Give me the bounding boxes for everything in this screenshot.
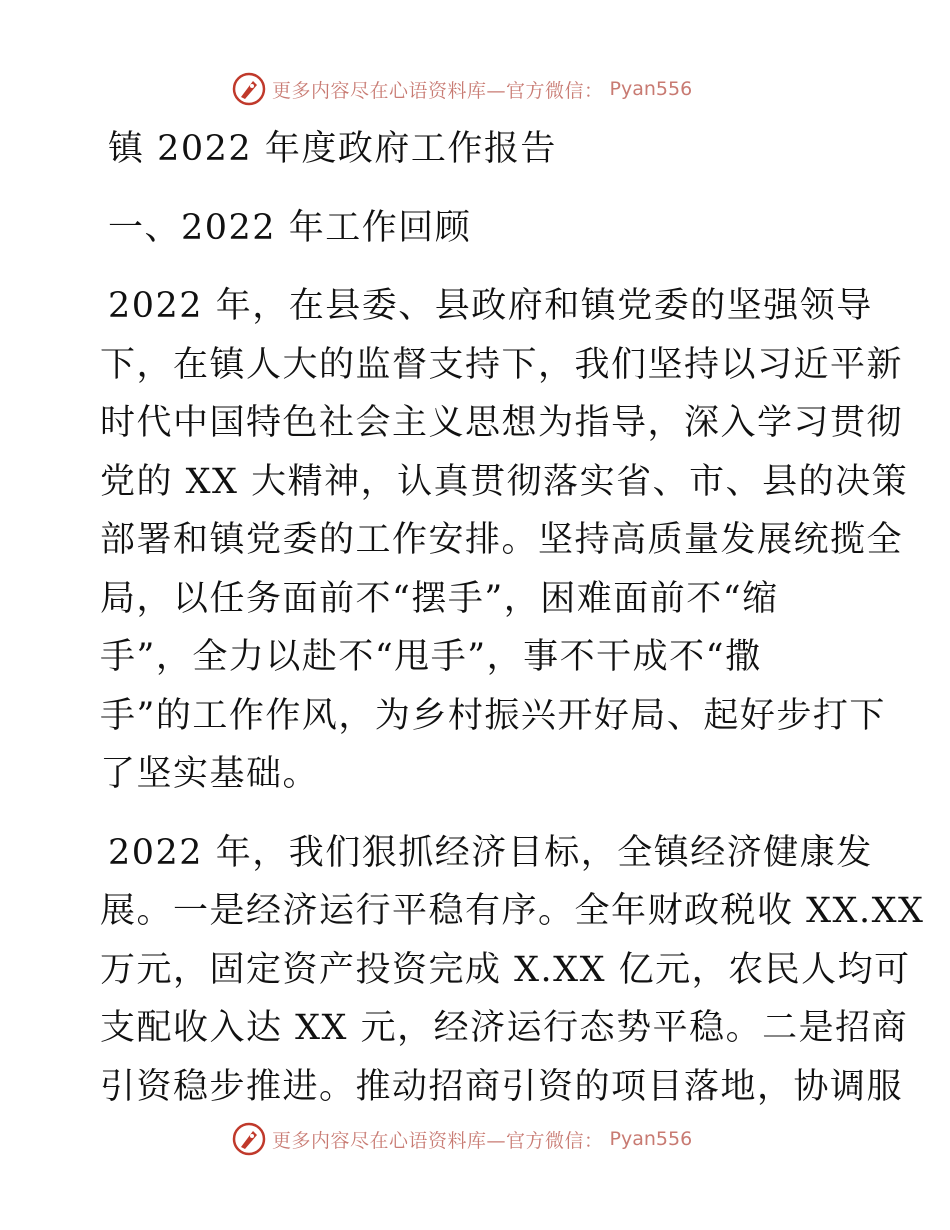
watermark-wechat-id: Pyan556 xyxy=(609,1128,693,1150)
paragraph-line: 手”的工作作风，为乡村振兴开好局、起好步打下 xyxy=(100,695,886,736)
paragraph-line: 了坚实基础。 xyxy=(100,754,320,794)
watermark-wechat-id: Pyan556 xyxy=(609,78,693,100)
paragraph-line: 展。一是经济运行平稳有序。全年财政税收 XX.XX xyxy=(100,891,925,931)
section-heading: 一、2022 年工作回顾 xyxy=(108,207,472,248)
paragraph-line: 部署和镇党委的工作安排。坚持高质量发展统揽全 xyxy=(100,520,904,560)
document-body xyxy=(100,120,925,1116)
paragraph-line: 2022 年，我们狠抓经济目标，全镇经济健康发 xyxy=(108,832,873,873)
watermark-text: 更多内容尽在心语资料库—官方微信： xyxy=(272,1129,604,1152)
paragraph-line: 时代中国特色社会主义思想为指导，深入学习贯彻 xyxy=(100,403,904,443)
watermark-text: 更多内容尽在心语资料库—官方微信： xyxy=(272,79,604,102)
footer-watermark xyxy=(232,1122,692,1156)
paragraph-line: 下，在镇人大的监督支持下，我们坚持以习近平新 xyxy=(100,344,904,385)
pen-nib-circle-icon xyxy=(232,1122,266,1156)
paragraph-line: 引资稳步推进。推动招商引资的项目落地，协调服 xyxy=(100,1066,904,1107)
pen-nib-circle-icon xyxy=(232,72,266,106)
document-title: 镇 2022 年度政府工作报告 xyxy=(108,129,557,169)
paragraph-line: 万元，固定资产投资完成 X.XX 亿元，农民人均可 xyxy=(100,949,911,990)
paragraph-2 xyxy=(100,824,925,1117)
paragraph-line: 2022 年，在县委、县政府和镇党委的坚强领导 xyxy=(108,286,873,326)
paragraph-1 xyxy=(100,277,909,804)
paragraph-line: 支配收入达 XX 元，经济运行态势平稳。二是招商 xyxy=(100,1008,909,1048)
header-watermark xyxy=(232,72,692,106)
paragraph-line: 局，以任务面前不“摆手”，困难面前不“缩 xyxy=(100,578,779,619)
paragraph-line: 党的 XX 大精神，认真贯彻落实省、市、县的决策 xyxy=(100,461,909,502)
paragraph-line: 手”，全力以赴不“甩手”，事不干成不“撒 xyxy=(100,637,762,677)
